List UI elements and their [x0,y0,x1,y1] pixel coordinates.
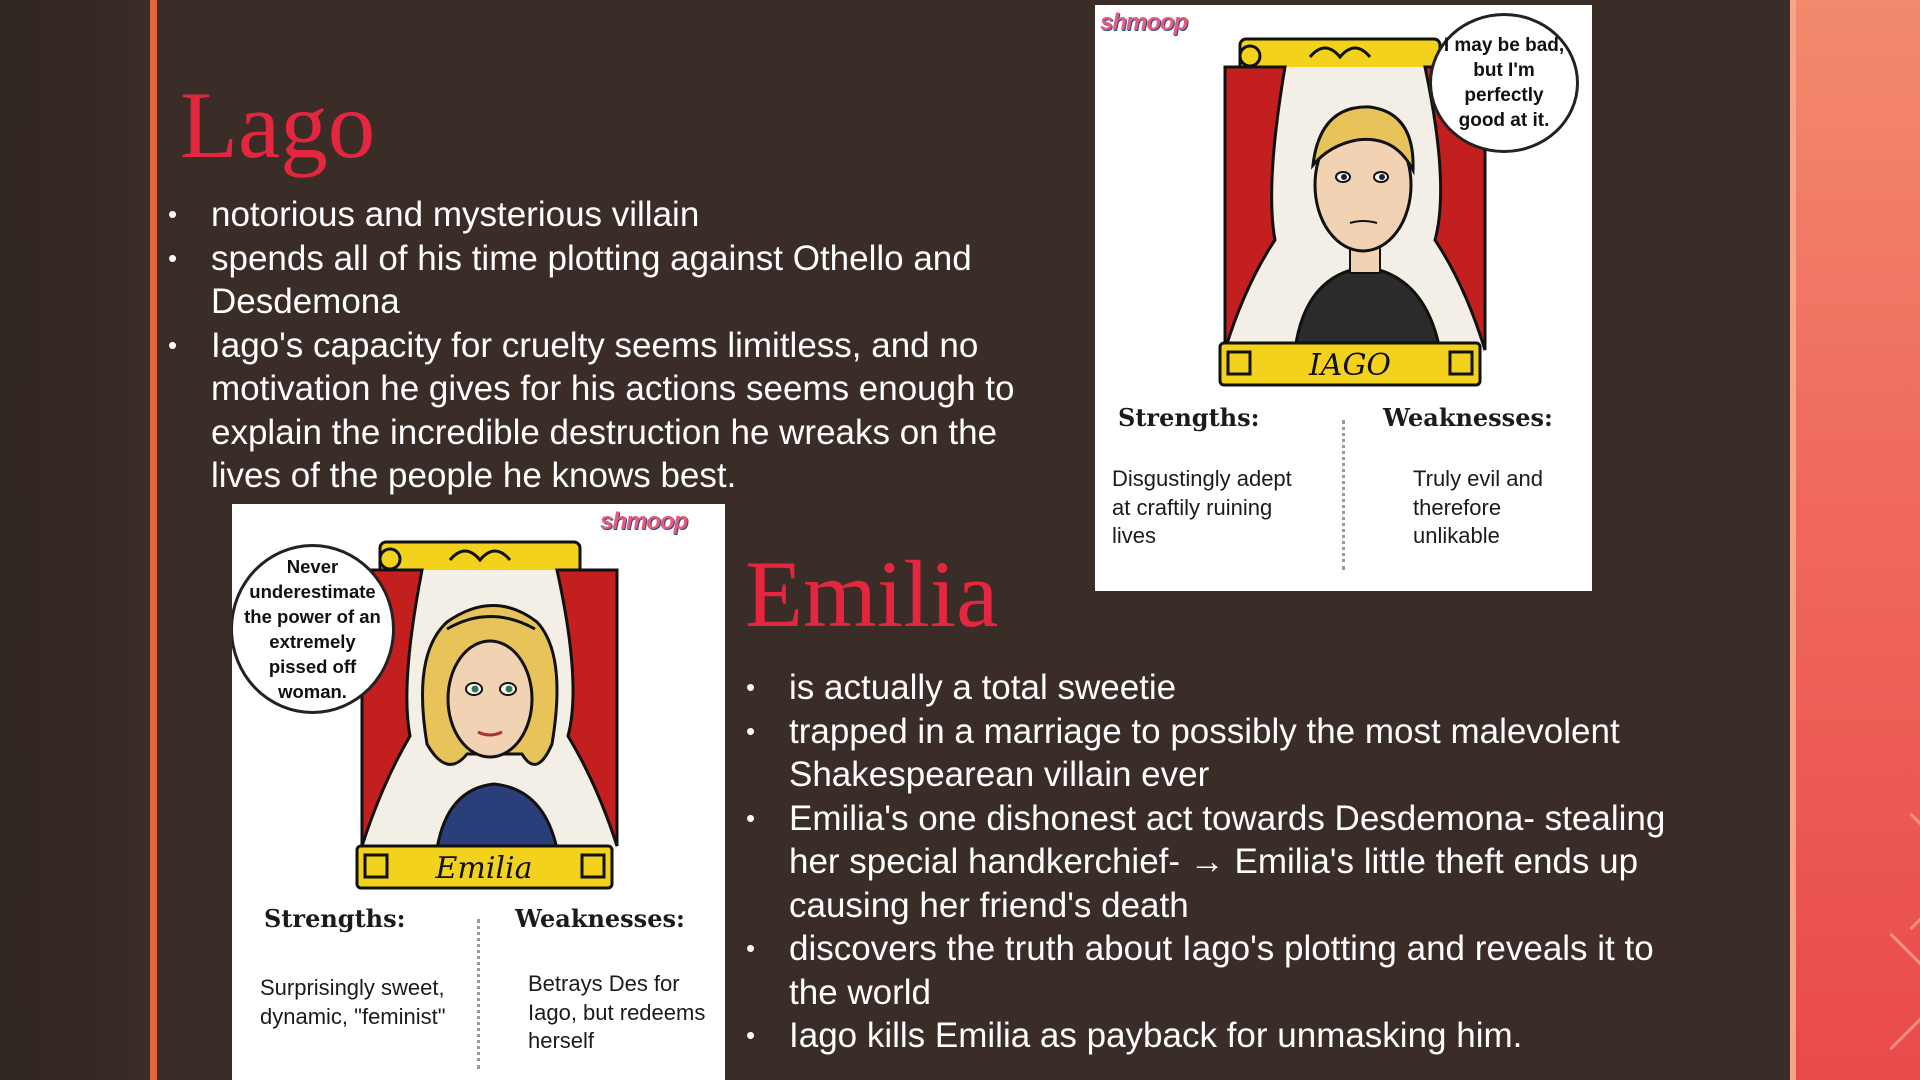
weaknesses-heading: Weaknesses: [1383,403,1553,432]
list-item: • notorious and mysterious villain [166,193,1066,237]
iago-character-card [1095,5,1592,591]
right-decorative-band [1790,0,1920,1080]
emilia-title: Emilia [745,541,999,647]
strengths-heading: Strengths: [1118,403,1260,432]
strengths-text: Surprisingly sweet, dynamic, "feminist" [260,975,446,1029]
lago-bullet-list [166,193,1066,498]
list-item: • spends all of his time plotting against Othello and Desdemona [166,237,1066,324]
weaknesses-heading: Weaknesses: [515,904,685,933]
iago-nameplate: IAGO [1308,348,1392,383]
list-item: • Iago's capacity for cruelty seems limitless, and no motivation he gives for his actions seems enough to explain the incredible destruction he wreaks on the lives of the people he knows best. [166,324,1066,498]
emilia-character-card [232,504,725,1080]
emilia-nameplate: Emilia [435,851,533,886]
shmoop-logo: shmoop [1100,9,1188,36]
left-accent-bar [150,0,157,1080]
weaknesses-text: Truly evil and therefore unlikable [1413,466,1544,548]
shmoop-logo: shmoop [600,508,688,535]
iago-speech-bubble: I may be bad, but I'm perfectly good at it. [1429,13,1579,153]
list-item: • trapped in a marriage to possibly the most malevolent Shakespearean villain ever [744,710,1684,797]
lago-title: Lago [180,72,376,178]
strengths-heading: Strengths: [264,904,406,933]
strengths-text: Disgustingly adept at craftily ruining lives [1112,466,1292,548]
list-item: • discovers the truth about Iago's plotting and reveals it to the world [744,927,1684,1014]
list-item: • Iago kills Emilia as payback for unmasking him. [744,1014,1684,1058]
emilia-speech-bubble: Never underestimate the power of an extremely pissed off woman. [232,544,395,714]
list-item: • Emilia's one dishonest act towards Desdemona- stealing her special handkerchief- → Emilia's little theft ends up causing her friend's death [744,797,1684,928]
column-divider [477,919,480,1069]
column-divider [1342,420,1345,570]
list-item: • is actually a total sweetie [744,666,1684,710]
emilia-bullet-list [744,666,1684,1058]
weaknesses-text: Betrays Des for Iago, but redeems herself [528,971,706,1053]
